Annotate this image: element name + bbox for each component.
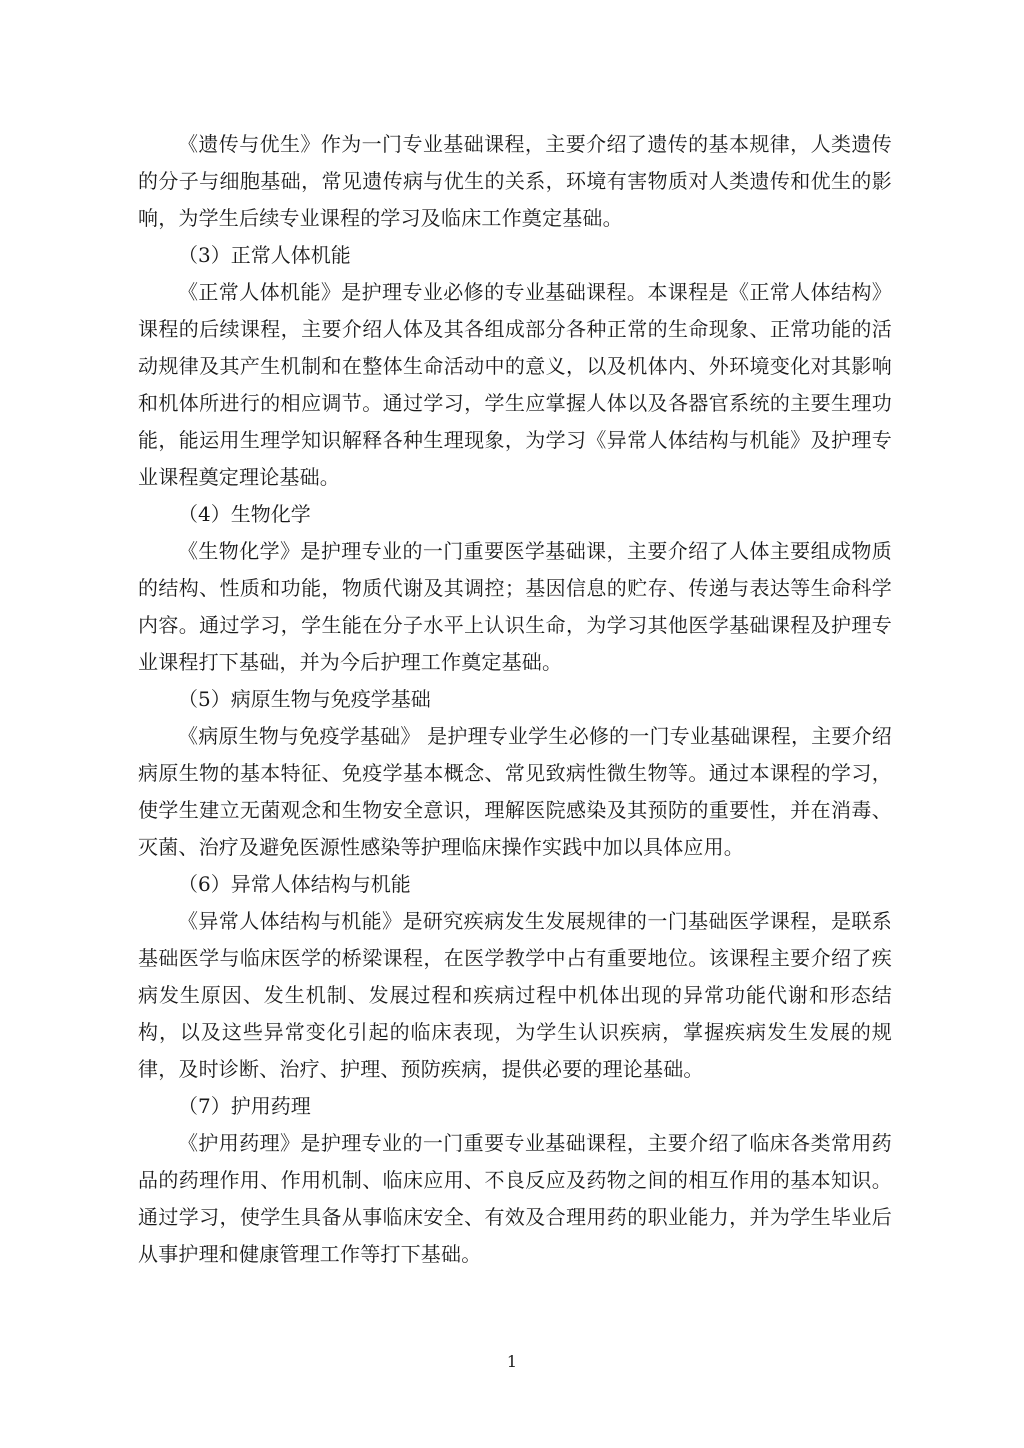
section-1-paragraph: 《遗传与优生》作为一门专业基础课程，主要介绍了遗传的基本规律，人类遗传的分子与细胞基础，常见遗传病与优生的关系，环境有害物质对人类遗传和优生的影响，为学生后续专业课程的学习及临床工作奠定基础。 — [138, 132, 892, 230]
section-4-paragraph: 《病原生物与免疫学基础》 是护理专业学生必修的一门专业基础课程，主要介绍病原生物的基本特征、免疫学基本概念、常见致病性微生物等。通过本课程的学习，使学生建立无菌观念和生物安全意识，理解医院感染及其预防的重要性，并在消毒、灭菌、治疗及避免医源性感染等护理临床操作实践中加以具体应用。 — [138, 724, 892, 859]
section-2-paragraph: 《正常人体机能》是护理专业必修的专业基础课程。本课程是《正常人体结构》课程的后续课程，主要介绍人体及其各组成部分各种正常的生命现象、正常功能的活动规律及其产生机制和在整体生命活动中的意义，以及机体内、外环境变化对其影响和机体所进行的相应调节。通过学习，学生应掌握人体以及各器官系统的主要生理功能，能运用生理学知识解释各种生理现象，为学习《异常人体结构与机能》及护理专业课程奠定理论基础。 — [138, 280, 892, 489]
section-5-paragraph: 《异常人体结构与机能》是研究疾病发生发展规律的一门基础医学课程，是联系基础医学与临床医学的桥梁课程，在医学教学中占有重要地位。该课程主要介绍了疾病发生原因、发生机制、发展过程和疾病过程中机体出现的异常功能代谢和形态结构，以及这些异常变化引起的临床表现，为学生认识疾病，掌握疾病发生发展的规律，及时诊断、治疗、护理、预防疾病，提供必要的理论基础。 — [138, 909, 892, 1081]
section-6-heading: （7）护用药理 — [178, 1094, 311, 1118]
section-3-heading: （4）生物化学 — [178, 502, 311, 526]
section-3-paragraph: 《生物化学》是护理专业的一门重要医学基础课，主要介绍了人体主要组成物质的结构、性质和功能，物质代谢及其调控；基因信息的贮存、传递与表达等生命科学内容。通过学习，学生能在分子水平上认识生命，为学习其他医学基础课程及护理专业课程打下基础，并为今后护理工作奠定基础。 — [138, 539, 892, 674]
section-5-heading: （6）异常人体结构与机能 — [178, 872, 411, 896]
section-6-paragraph: 《护用药理》是护理专业的一门重要专业基础课程，主要介绍了临床各类常用药品的药理作用、作用机制、临床应用、不良反应及药物之间的相互作用的基本知识。通过学习，使学生具备从事临床安全、有效及合理用药的职业能力，并为学生毕业后从事护理和健康管理工作等打下基础。 — [138, 1131, 892, 1266]
section-2-heading: （3）正常人体机能 — [178, 243, 351, 267]
section-4-heading: （5）病原生物与免疫学基础 — [178, 687, 431, 711]
page-number: 1 — [506, 1352, 518, 1371]
page-content — [138, 126, 892, 1273]
